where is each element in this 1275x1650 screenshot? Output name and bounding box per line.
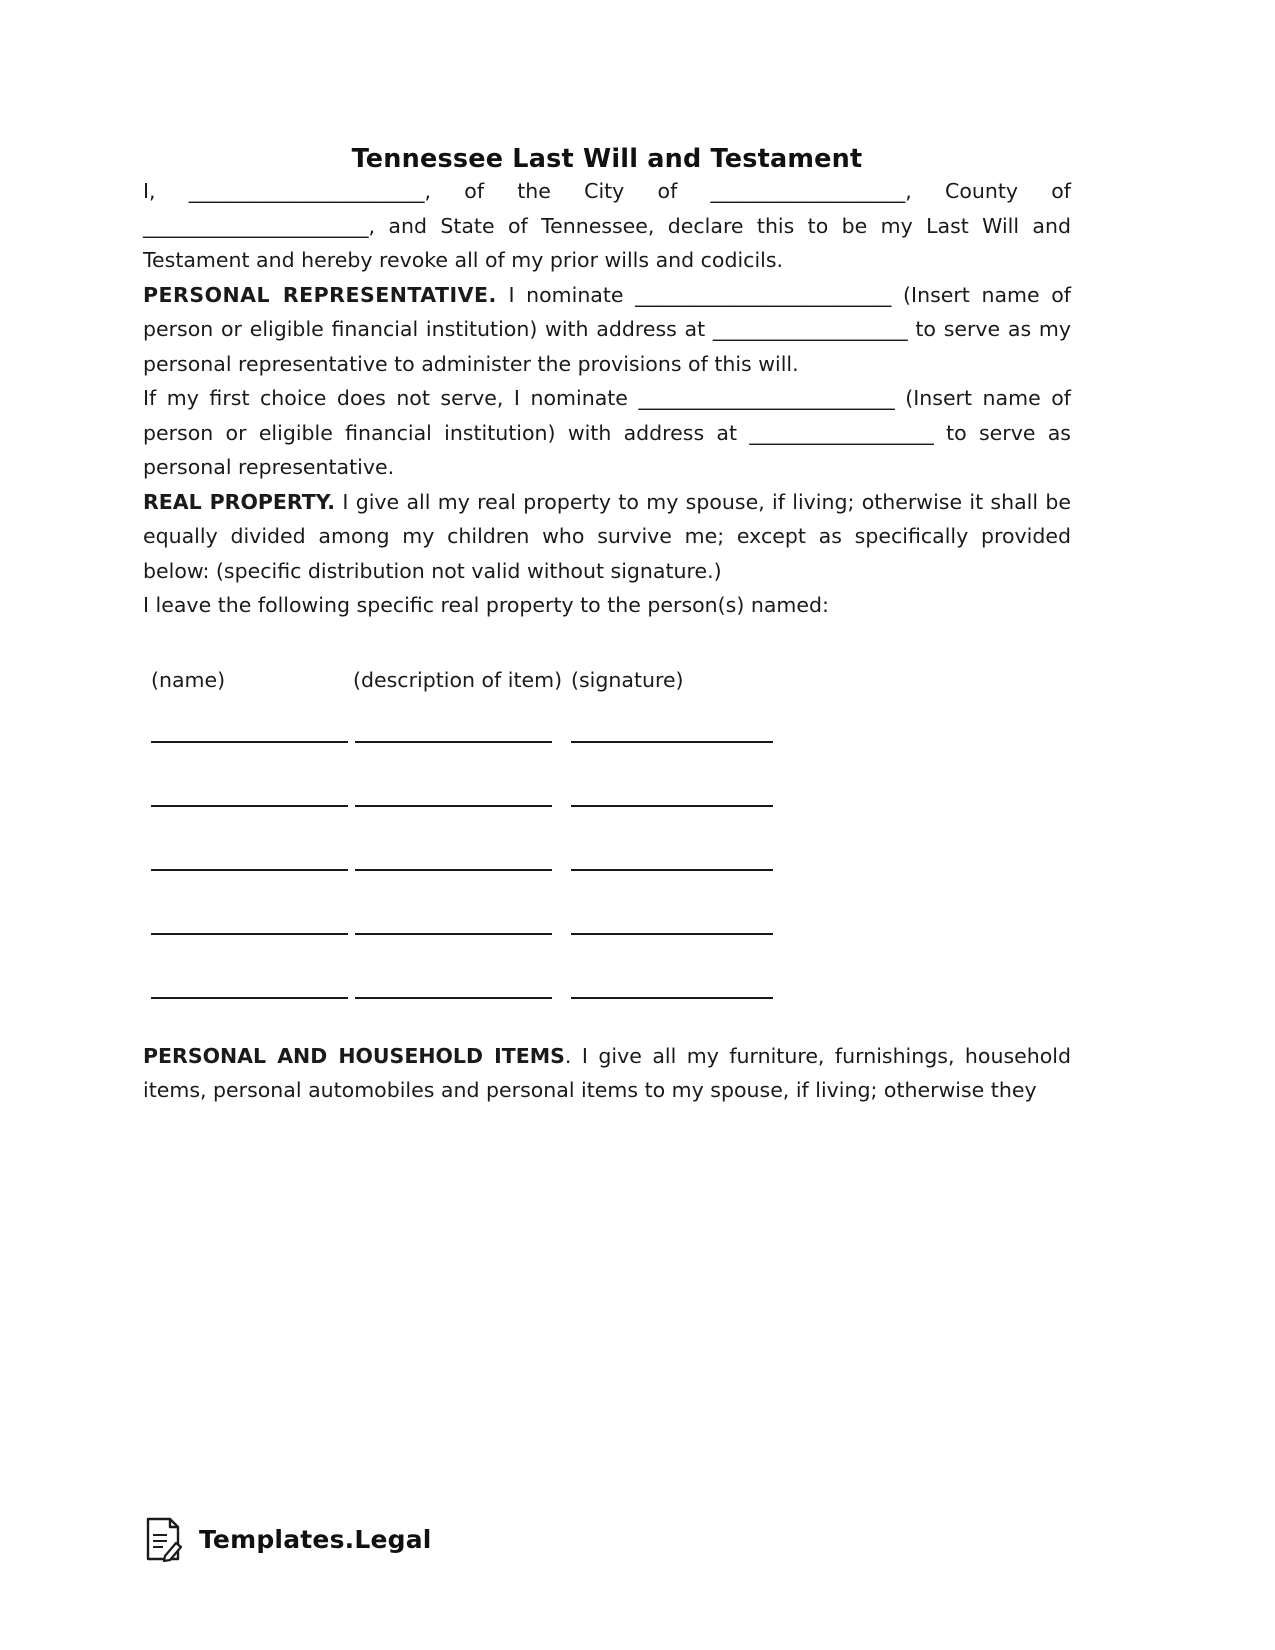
column-header-description: (description of item) — [353, 667, 563, 692]
page-title: Tennessee Last Will and Testament — [351, 144, 863, 174]
footer — [143, 1516, 432, 1562]
table-row — [143, 719, 1071, 783]
description-blank-line[interactable] — [355, 933, 552, 935]
specific-property-lead-in: I leave the following specific real property to the person(s) named: — [143, 593, 829, 617]
name-blank-line[interactable] — [151, 741, 348, 743]
name-blank-line[interactable] — [151, 869, 348, 871]
personal-representative-text: I nominate _________________________ (Insert name of person or eligible financial institution) with address at ___________________ to serve as my personal representative to administer the provisions of this will. — [143, 282, 1071, 376]
personal-household-items-heading: PERSONAL AND HOUSEHOLD ITEMS — [143, 1043, 565, 1068]
signature-blank-line[interactable] — [571, 997, 773, 999]
description-blank-line[interactable] — [355, 741, 552, 743]
real-property-heading: REAL PROPERTY. — [143, 489, 336, 514]
name-blank-line[interactable] — [151, 805, 348, 807]
description-blank-line[interactable] — [355, 805, 552, 807]
personal-household-items-paragraph — [143, 1039, 1071, 1108]
personal-representative-paragraph — [143, 278, 1071, 382]
description-blank-line[interactable] — [355, 997, 552, 999]
signature-blank-line[interactable] — [571, 805, 773, 807]
real-property-text: I give all my real property to my spouse, if living; otherwise it shall be equally divided among my children who survive me; except as specifically provided below: (specific distribution not valid without signature.) — [143, 489, 1071, 583]
brand-name: Templates.Legal — [199, 1524, 432, 1554]
name-blank-line[interactable] — [151, 997, 348, 999]
signature-blank-line[interactable] — [571, 869, 773, 871]
signature-blank-line[interactable] — [571, 933, 773, 935]
table-row — [143, 911, 1071, 975]
table-row — [143, 975, 1071, 1039]
column-header-signature: (signature) — [571, 667, 684, 692]
signature-blank-line[interactable] — [571, 741, 773, 743]
intro-paragraph: I, _______________________, of the City of ___________________, County of ______________________, and State of Tennessee, declare this to be my Last Will and Testament and hereby revoke all of my prior wills and codicils. — [143, 179, 1071, 272]
property-table-headers — [143, 665, 1071, 695]
personal-household-items-text: . I give all my furniture, furnishings, household items, personal automobiles and personal items to my spouse, if living; otherwise they — [143, 1043, 1071, 1102]
table-row — [143, 783, 1071, 847]
document-pen-icon — [143, 1516, 185, 1562]
name-blank-line[interactable] — [151, 933, 348, 935]
real-property-paragraph — [143, 485, 1071, 589]
alternate-representative-paragraph: If my first choice does not serve, I nominate _________________________ (Insert name of person or eligible financial institution) with address at __________________ to serve as personal representative. — [143, 386, 1071, 479]
column-header-name: (name) — [151, 667, 226, 692]
property-table-rows — [143, 719, 1071, 1039]
document-body — [143, 0, 1071, 1108]
description-blank-line[interactable] — [355, 869, 552, 871]
personal-representative-heading: PERSONAL REPRESENTATIVE. — [143, 282, 497, 307]
table-row — [143, 847, 1071, 911]
